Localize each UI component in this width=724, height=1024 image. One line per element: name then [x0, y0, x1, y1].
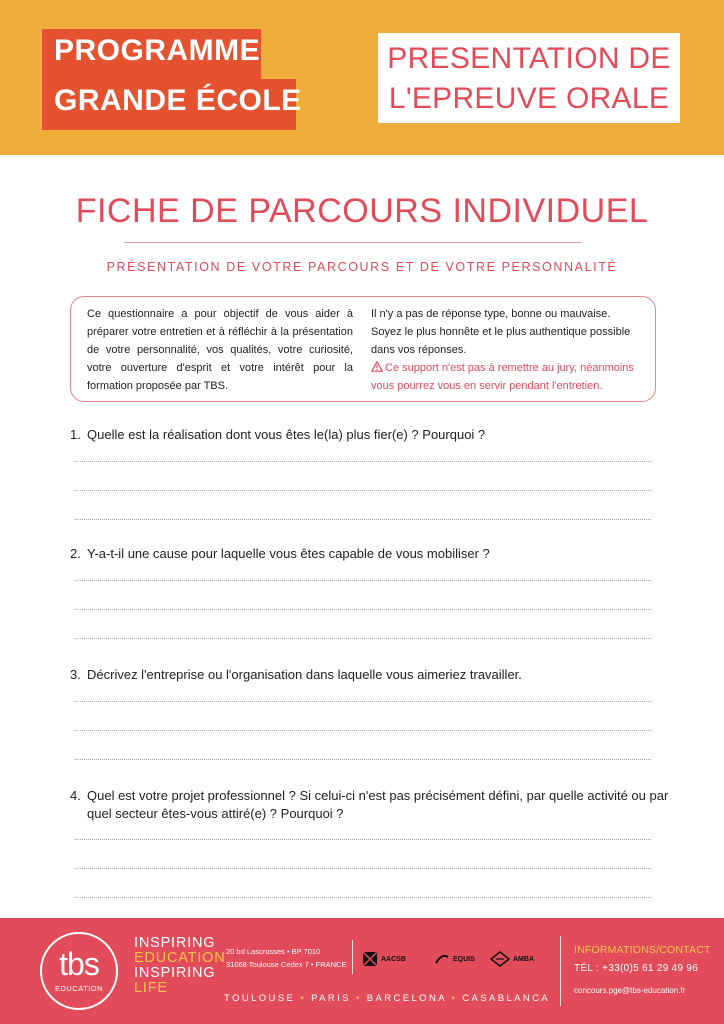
- footer-divider: [560, 936, 561, 1006]
- slogan-line: INSPIRING: [134, 935, 216, 951]
- header-band: [0, 0, 724, 155]
- city: PARIS: [311, 993, 351, 1004]
- contact-phone[interactable]: TÉL : +33(0)5 61 29 49 96: [574, 963, 699, 974]
- title-divider: [124, 242, 581, 243]
- answer-line[interactable]: [75, 518, 651, 520]
- address-line-2: 31068 Toulouse Cedex 7 • FRANCE: [226, 960, 347, 969]
- question-1: [70, 426, 485, 444]
- question-4-text: [87, 787, 668, 823]
- accreditation-label: AACSB: [381, 955, 406, 963]
- city: BARCELONA: [366, 993, 447, 1004]
- amba-icon: [490, 951, 510, 967]
- question-1-text: Quelle est la réalisation dont vous êtes le(la) plus fier(e) ? Pourquoi ?: [87, 427, 486, 442]
- aacsb-badge: [362, 948, 406, 970]
- question-3-text: Décrivez l'entreprise ou l'organisation dans laquelle vous aimeriez travailler.: [87, 667, 522, 682]
- intro-right-text: Il n'y a pas de réponse type, bonne ou mauvaise. Soyez le plus honnête et le plus authentique possible dans vos réponses.: [371, 308, 631, 356]
- question-2: [70, 545, 490, 563]
- presentation-badge: [378, 33, 680, 123]
- answer-line[interactable]: [75, 460, 651, 462]
- equis-icon: [434, 951, 450, 967]
- answer-line[interactable]: [75, 896, 651, 898]
- intro-box: [70, 296, 656, 402]
- question-1-number: 1.: [70, 427, 81, 442]
- slogan-line: LIFE: [134, 980, 168, 996]
- contact-title: INFORMATIONS/CONTACT: [574, 944, 711, 956]
- answer-line[interactable]: [75, 579, 651, 581]
- answer-line[interactable]: [75, 838, 651, 840]
- answer-line[interactable]: [75, 608, 651, 610]
- equis-badge: [434, 948, 475, 970]
- question-3-number: 3.: [70, 667, 81, 682]
- address-line-1: 20 bd Lascrosses • BP 7010: [226, 947, 321, 956]
- logo-subtext: EDUCATION: [54, 984, 104, 993]
- intro-left-text: Ce questionnaire a pour objectif de vous aider à préparer votre entretien et à réfléchir à la présentation de votre personnalité, vos qualités, votre curiosité, votre ouverture d'esprit et votre intérêt pour la formation proposée par TBS.: [87, 308, 353, 392]
- city: TOULOUSE: [224, 993, 296, 1004]
- campus-cities: [224, 993, 554, 1004]
- warning-triangle-icon: [371, 360, 383, 371]
- programme-line-2: GRANDE ÉCOLE: [42, 79, 296, 130]
- intro-warning-text: Ce support n'est pas à remettre au jury, néanmoins vous pourrez vous en servir pendant l'entretien.: [371, 362, 634, 392]
- question-4-text-line-2: quel secteur êtes-vous attiré(e) ? Pourquoi ?: [87, 806, 344, 821]
- bullet-icon: •: [300, 993, 312, 1004]
- bullet-icon: •: [355, 993, 367, 1004]
- answer-line[interactable]: [75, 867, 651, 869]
- page-subtitle: PRÉSENTATION DE VOTRE PARCOURS ET DE VOTRE PERSONNALITÉ: [106, 260, 618, 274]
- tbs-logo: [40, 932, 118, 1010]
- footer-divider: [352, 940, 353, 974]
- intro-warning: [371, 359, 643, 395]
- question-4-text-line-1: Quel est votre projet professionnel ? Si celui-ci n'est pas précisément défini, par quelle activité ou par: [87, 788, 669, 803]
- slogan-line: INSPIRING: [134, 965, 216, 981]
- answer-line[interactable]: [75, 489, 651, 491]
- footer: [0, 918, 724, 1024]
- page-title: FICHE DE PARCOURS INDIVIDUEL: [75, 192, 649, 230]
- presentation-line-2: L'EPREUVE ORALE: [388, 82, 670, 115]
- bullet-icon: •: [451, 993, 463, 1004]
- question-2-text: Y-a-t-il une cause pour laquelle vous êtes capable de vous mobiliser ?: [87, 546, 490, 561]
- programme-line-1: PROGRAMME: [42, 29, 261, 79]
- answer-line[interactable]: [75, 700, 651, 702]
- answer-line[interactable]: [75, 758, 651, 760]
- question-3: [70, 666, 522, 684]
- aacsb-icon: [362, 951, 378, 967]
- presentation-line-1: PRESENTATION DE: [387, 42, 671, 75]
- amba-badge: [490, 948, 534, 970]
- question-4-number: 4.: [70, 788, 81, 803]
- question-4: [70, 787, 668, 823]
- question-2-number: 2.: [70, 546, 81, 561]
- answer-line[interactable]: [75, 637, 651, 639]
- logo-text: tbs: [59, 946, 99, 982]
- accreditation-label: AMBA: [513, 955, 534, 963]
- answer-line[interactable]: [75, 729, 651, 731]
- accreditation-label: EQUIS: [453, 955, 475, 963]
- intro-right-column: [371, 305, 643, 395]
- slogan-line: EDUCATION: [134, 950, 226, 966]
- contact-email[interactable]: concours.pge@tbs-education.fr: [574, 986, 686, 995]
- postal-address: [226, 945, 346, 971]
- programme-badge: [42, 29, 302, 130]
- slogan: [134, 936, 226, 996]
- city: CASABLANCA: [462, 993, 551, 1004]
